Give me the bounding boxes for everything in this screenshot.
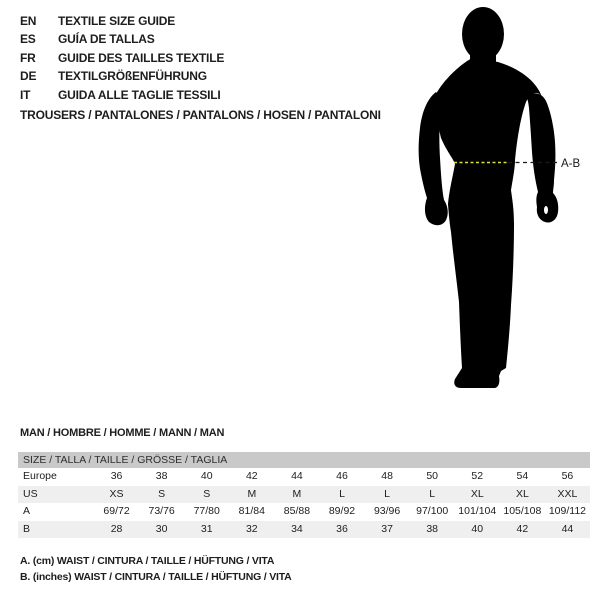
cell: 36 <box>336 522 348 535</box>
footnote-waist-inches: B. (inches) WAIST / CINTURA / TAILLE / HÜFTUNG / VITA <box>20 571 292 583</box>
table-row-a-cm <box>18 503 590 521</box>
table-row-b-inches <box>18 521 590 539</box>
cell: 105/108 <box>503 505 542 517</box>
cell: S <box>203 487 211 500</box>
row-label: A <box>23 505 31 517</box>
cell: 38 <box>155 470 168 482</box>
fist-thumb-notch <box>544 206 548 214</box>
cell: XL <box>470 487 484 500</box>
cell: 56 <box>561 470 574 482</box>
language-code: DE <box>20 69 37 84</box>
cell: 54 <box>516 470 529 482</box>
cell: 31 <box>200 522 213 535</box>
cell: 44 <box>291 470 303 482</box>
cell: 89/92 <box>328 505 356 517</box>
table-row-europe <box>18 468 590 486</box>
cell: 44 <box>561 522 574 535</box>
cell: 93/96 <box>373 505 401 517</box>
cell: 85/88 <box>283 505 311 517</box>
cell: 77/80 <box>193 505 220 517</box>
language-label: GUÍA DE TALLAS <box>58 32 155 47</box>
man-silhouette-svg <box>398 0 598 420</box>
cell: 36 <box>110 470 123 482</box>
cell: 46 <box>336 470 348 482</box>
cell: 97/100 <box>416 505 449 517</box>
language-code: EN <box>20 14 37 28</box>
cell: 109/112 <box>548 505 587 517</box>
language-label: GUIDA ALLE TAGLIE TESSILI <box>58 87 221 102</box>
man-silhouette-figure <box>398 0 598 420</box>
silhouette-body <box>435 58 542 388</box>
language-code: ES <box>20 32 36 47</box>
cell: 37 <box>381 522 393 535</box>
cell: 42 <box>516 522 529 535</box>
cell: 40 <box>471 522 484 535</box>
footnote-waist-cm: A. (cm) WAIST / CINTURA / TAILLE / HÜFTUNG / VITA <box>20 555 275 567</box>
language-row-fr <box>20 49 224 67</box>
cell: L <box>429 487 436 500</box>
cell: XL <box>515 487 529 500</box>
size-table-header: SIZE / TALLA / TAILLE / GRÖSSE / TAGLIA <box>18 452 590 468</box>
cell: L <box>339 487 345 500</box>
row-label: US <box>23 487 38 500</box>
language-label: TEXTILE SIZE GUIDE <box>58 14 176 28</box>
language-list <box>20 12 224 104</box>
size-table <box>18 452 590 538</box>
row-label: B <box>23 522 31 535</box>
cell: 30 <box>155 522 168 535</box>
cell: 34 <box>291 522 303 535</box>
cell: 28 <box>110 522 123 535</box>
silhouette-right-arm <box>526 93 558 222</box>
language-row-es <box>20 30 224 48</box>
cell: M <box>292 487 302 500</box>
cell: M <box>247 487 257 500</box>
language-row-it <box>20 86 224 104</box>
cell: 101/104 <box>458 505 497 517</box>
language-row-de <box>20 67 224 85</box>
table-row-us <box>18 486 590 504</box>
cell: 42 <box>245 470 258 482</box>
gender-title: MAN / HOMBRE / HOMME / MANN / MAN <box>20 427 225 439</box>
cell: 73/76 <box>148 505 175 517</box>
language-row-en <box>20 12 224 30</box>
cell: 69/72 <box>103 505 130 517</box>
cell: 81/84 <box>238 505 265 517</box>
language-label: TEXTILGRÖßENFÜHRUNG <box>58 69 207 84</box>
measure-label: A-B <box>561 158 581 170</box>
cell: 40 <box>200 470 213 482</box>
row-label: Europe <box>23 470 57 482</box>
cell: 48 <box>381 470 393 482</box>
cell: S <box>158 487 166 500</box>
language-label: GUIDE DES TAILLES TEXTILE <box>58 50 225 65</box>
cell: 32 <box>245 522 258 535</box>
language-code: FR <box>20 50 36 65</box>
cell: 50 <box>426 470 439 482</box>
cell: XS <box>109 487 124 500</box>
language-code: IT <box>20 87 31 102</box>
cell: L <box>384 487 390 500</box>
garment-type-title: TROUSERS / PANTALONES / PANTALONS / HOSEN / PANTALONI <box>20 108 381 122</box>
cell: 38 <box>426 522 439 535</box>
cell: XXL <box>557 487 578 500</box>
cell: 52 <box>471 470 484 482</box>
